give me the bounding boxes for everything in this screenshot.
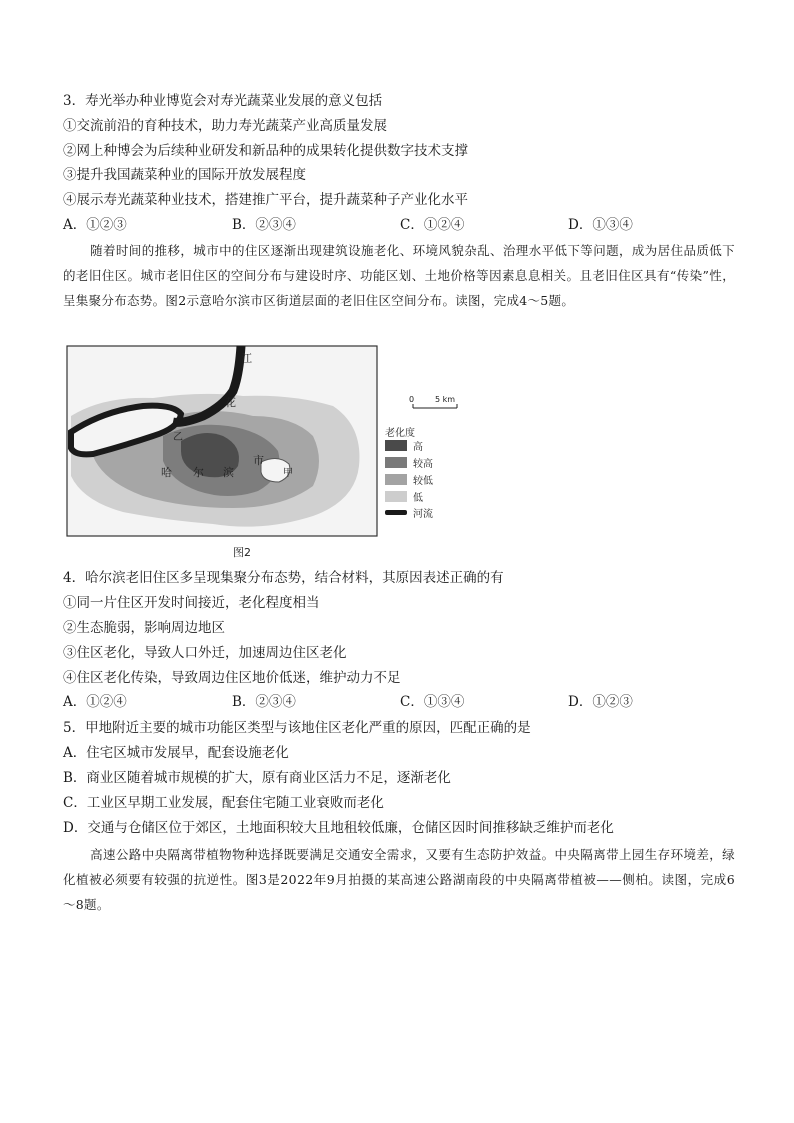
legend-swatch-low [385,491,407,502]
legend-label-river: 河流 [413,509,433,520]
q4-item-1: ①同一片住区开发时间接近，老化程度相当 [63,595,320,611]
q3-item-1: ①交流前沿的育种技术，助力寿光蔬菜产业高质量发展 [63,118,387,134]
q3-option-b: B．②③④ [232,217,296,233]
passage-1-text: 随着时间的推移，城市中的住区逐渐出现建筑设施老化、环境风貌杂乱、治理水平低下等问题，成为居住品质低下的老旧住区。城市老旧住区的空间分布与建设时序、功能区划、土地价格等因素息息相关。且老旧住区具有“传染”性，呈集聚分布态势。图2示意哈尔滨市区街道层面的老旧住区空间分布。读图，完成4～5题。 [63,243,735,308]
legend-title: 老化度 [385,428,415,439]
q4-option-b: B．②③④ [232,694,296,710]
passage-2 [63,842,735,917]
q5-option-b: B．商业区随着城市规模的扩大，原有商业区活力不足，逐渐老化 [63,770,451,786]
map-label-river1: 江 [241,352,252,365]
legend-label-low: 低 [413,493,423,504]
map-label-city3: 滨 [223,466,234,479]
q4-stem: 4．哈尔滨老旧住区多呈现集聚分布态势，结合材料，其原因表述正确的有 [63,570,504,586]
q5-option-d: D．交通与仓储区位于郊区，土地面积较大且地租较低廉，仓储区因时间推移缺乏维护而老化 [63,820,614,836]
figure-2 [63,336,483,564]
q4-item-4: ④住区老化传染，导致周边住区地价低迷，维护动力不足 [63,670,401,686]
map-label-city4: 市 [253,454,264,467]
map-label-city1: 哈 [161,466,172,479]
map-label-yi: 乙 [173,432,183,443]
harbin-map [63,336,483,564]
map-label-river2: 花 [225,396,236,409]
q3-item-2: ②网上种博会为后续种业研发和新品种的成果转化提供数字技术支撑 [63,143,468,159]
map-label-city2: 尔 [193,466,204,479]
q5-stem: 5．甲地附近主要的城市功能区类型与该地住区老化严重的原因，匹配正确的是 [63,720,531,736]
q3-option-c: C．①②④ [400,217,465,233]
legend [385,440,433,520]
legend-swatch-lower [385,474,407,485]
q3-stem: 3．寿光举办种业博览会对寿光蔬菜业发展的意义包括 [63,93,383,109]
q3-option-d: D．①③④ [568,217,633,233]
scale-label: 5 km [435,395,456,404]
legend-swatch-high [385,440,407,451]
scale-zero: 0 [409,395,415,404]
legend-swatch-higher [385,457,407,468]
legend-label-high: 高 [413,442,423,453]
q5-option-c: C．工业区早期工业发展，配套住宅随工业衰败而老化 [63,795,384,811]
q3-option-a: A．①②③ [63,217,127,233]
legend-swatch-river [385,510,407,515]
q5-option-a: A．住宅区城市发展早，配套设施老化 [63,745,289,761]
q3-item-4: ④展示寿光蔬菜种业技术，搭建推广平台，提升蔬菜种子产业化水平 [63,192,468,208]
q4-item-3: ③住区老化，导致人口外迁，加速周边住区老化 [63,645,347,661]
legend-label-lower: 较低 [413,476,433,487]
legend-label-higher: 较高 [413,459,433,470]
q4-option-d: D．①②③ [568,694,633,710]
passage-1 [63,238,735,313]
q4-option-c: C．①③④ [400,694,465,710]
passage-2-text: 高速公路中央隔离带植物物种选择既要满足交通安全需求，又要有生态防护效益。中央隔离带上园生存环境差，绿化植被必须要有较强的抗逆性。图3是2022年9月拍摄的某高速公路湖南段的中央隔离带植被——侧柏。读图，完成6～8题。 [63,847,735,912]
figure-caption: 图2 [233,546,251,559]
map-label-jia: 甲 [283,468,293,479]
q4-option-a: A．①②④ [63,694,127,710]
q4-item-2: ②生态脆弱，影响周边地区 [63,620,225,636]
q3-item-3: ③提升我国蔬菜种业的国际开放发展程度 [63,167,306,183]
